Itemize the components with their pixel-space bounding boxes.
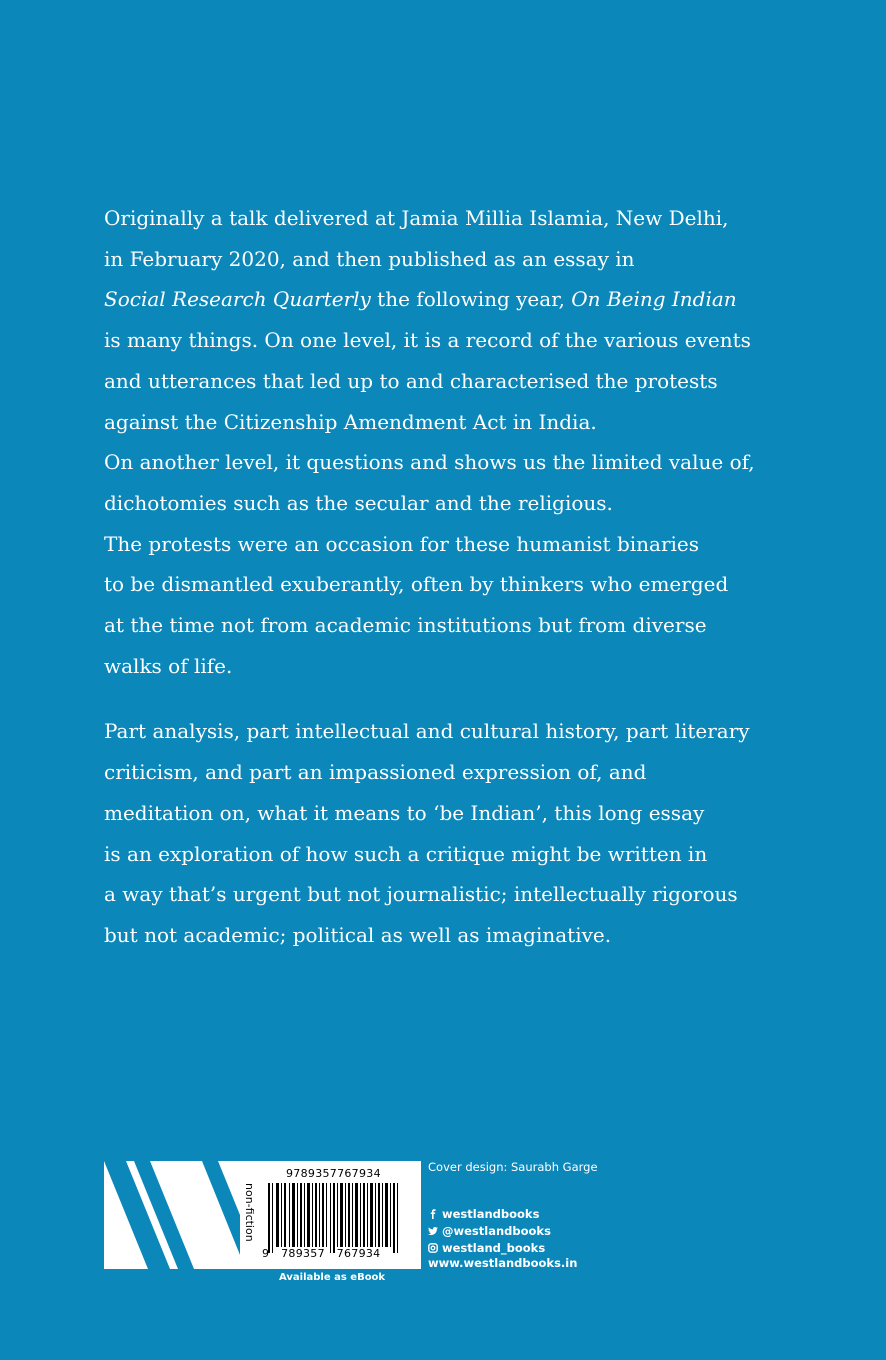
twitter-icon — [428, 1226, 438, 1236]
blurb-line: dichotomies such as the secular and the religious. — [104, 490, 613, 515]
blurb-line: but not academic; political as well as imaginative. — [104, 922, 612, 947]
barcode-panel — [240, 1161, 421, 1269]
blurb-line: against the Citizenship Amendment Act in India. — [104, 409, 597, 434]
blurb-line: walks of life. — [104, 653, 233, 678]
isbn-bottom-text: 9 789357 767934 — [262, 1247, 381, 1260]
cover-design-credit: Cover design: Saurabh Garge — [428, 1160, 598, 1174]
publisher-website-link[interactable]: www.westlandbooks.in — [428, 1256, 578, 1270]
blurb-line: in February 2020, and then published as an essay in — [104, 246, 635, 271]
westland-logo-icon — [104, 1161, 240, 1269]
genre-label: non-fiction — [243, 1183, 256, 1242]
blurb-line: On another level, it questions and shows us the limited value of, — [104, 450, 755, 475]
blurb-line: is many things. On one level, it is a record of the various events — [104, 328, 751, 353]
facebook-icon — [428, 1209, 438, 1219]
blurb-line: Originally a talk delivered at Jamia Millia Islamia, New Delhi, — [104, 206, 729, 230]
ebook-availability: Available as eBook — [279, 1272, 386, 1283]
blurb-line: at the time not from academic institutions but from diverse — [104, 613, 707, 638]
back-cover-blurb — [104, 198, 764, 956]
publisher-credits — [428, 1160, 598, 1273]
blurb-line: criticism, and part an impassioned expression of, and — [104, 760, 647, 785]
instagram-icon — [428, 1243, 438, 1253]
blurb-line: The protests were an occasion for these humanist binaries — [104, 531, 700, 556]
twitter-handle[interactable]: @westlandbooks — [428, 1222, 598, 1239]
facebook-handle[interactable]: westlandbooks — [428, 1205, 598, 1222]
blurb-line: Social Research Quarterly the following year, On Being Indian — [104, 287, 737, 312]
isbn-top-text: 9789357767934 — [286, 1167, 381, 1180]
blurb-line: a way that’s urgent but not journalistic; intellectually rigorous — [104, 882, 738, 907]
instagram-handle[interactable]: westland_books — [428, 1239, 598, 1256]
journal-title: Social Research Quarterly — [104, 287, 371, 312]
blurb-line: meditation on, what it means to ‘be Indian’, this long essay — [104, 800, 705, 825]
blurb-line: and utterances that led up to and characterised the protests — [104, 368, 718, 393]
blurb-line: to be dismantled exuberantly, often by thinkers who emerged — [104, 572, 729, 597]
blurb-line: Part analysis, part intellectual and cultural history, part literary — [104, 719, 750, 744]
blurb-line: is an exploration of how such a critique might be written in — [104, 841, 708, 866]
book-title: On Being Indian — [571, 287, 737, 312]
blurb-paragraph-1 — [104, 198, 764, 686]
blurb-paragraph-2 — [104, 711, 764, 955]
